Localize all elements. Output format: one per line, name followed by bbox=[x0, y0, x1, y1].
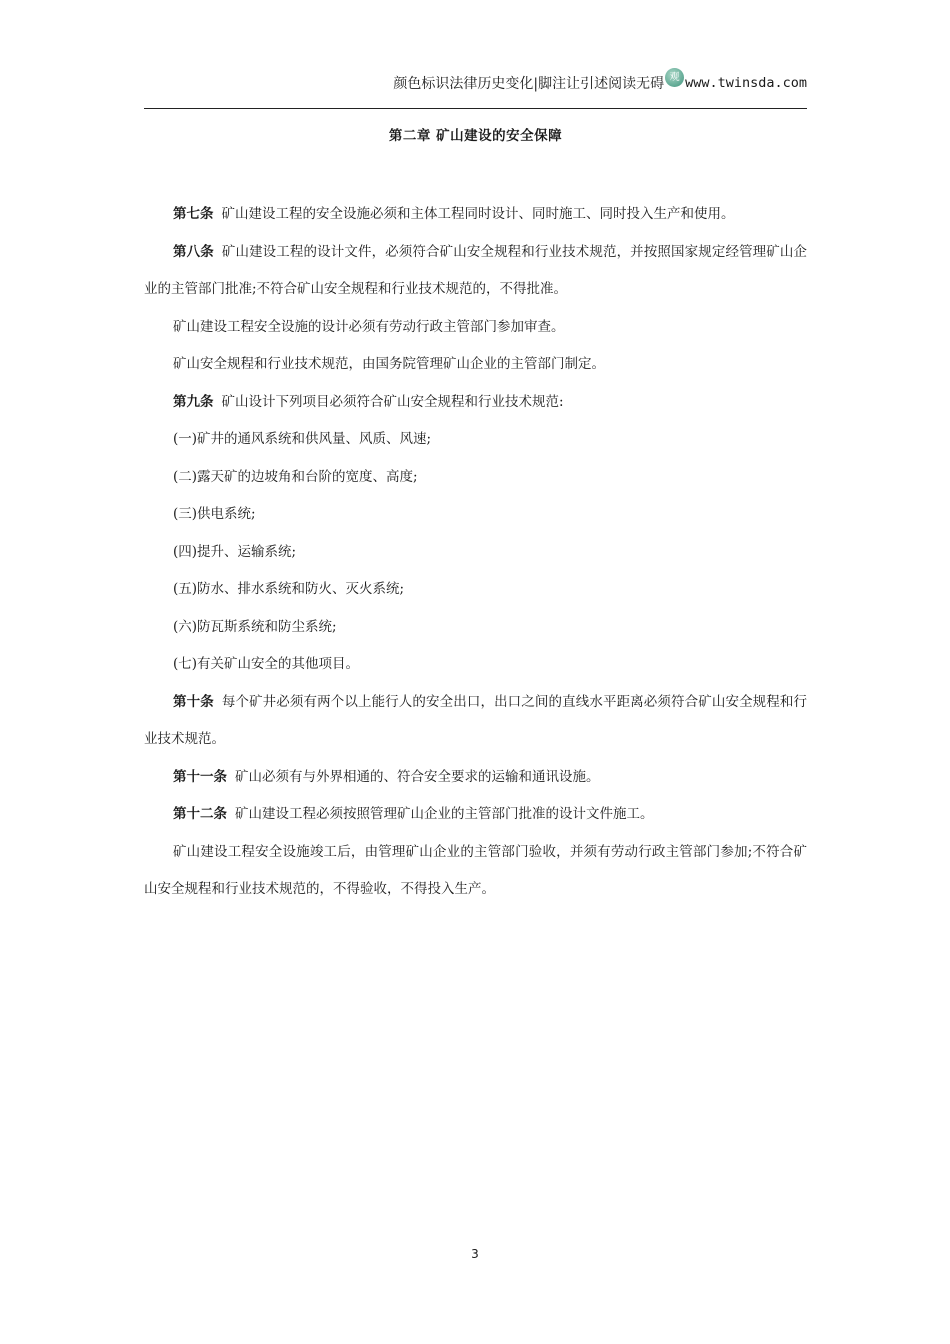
paragraph bbox=[144, 384, 807, 422]
paragraph-text: 矿山建设工程的设计文件，必须符合矿山安全规程和行业技术规范，并按照国家规定经管理矿山企业的主管部门批准;不符合矿山安全规程和行业技术规范的，不得批准。 bbox=[144, 243, 808, 297]
paragraph-text: (一)矿井的通风系统和供风量、风质、风速; bbox=[173, 431, 432, 447]
paragraph bbox=[144, 309, 807, 347]
paragraph-text: (四)提升、运输系统; bbox=[173, 543, 297, 560]
paragraph-text: 每个矿井必须有两个以上能行人的安全出口，出口之间的直线水平距离必须符合矿山安全规程和行业技术规范。 bbox=[144, 693, 808, 747]
article-number: 第十条 bbox=[173, 693, 214, 710]
paragraph-text: 矿山建设工程安全设施的设计必须有劳动行政主管部门参加审查。 bbox=[173, 318, 565, 335]
article-number: 第七条 bbox=[173, 206, 214, 222]
paragraph-text: 矿山设计下列项目必须符合矿山安全规程和行业技术规范: bbox=[221, 393, 564, 410]
paragraph-text: 矿山必须有与外界相通的、符合安全要求的运输和通讯设施。 bbox=[235, 768, 600, 785]
paragraph-text: 矿山建设工程安全设施竣工后，由管理矿山企业的主管部门验收，并须有劳动行政主管部门参加;不符合矿山安全规程和行业技术规范的，不得验收，不得投入生产。 bbox=[144, 843, 807, 897]
paragraph-text: 矿山建设工程必须按照管理矿山企业的主管部门批准的设计文件施工。 bbox=[235, 806, 654, 822]
document-body bbox=[144, 196, 807, 909]
paragraph bbox=[144, 834, 807, 909]
paragraph bbox=[144, 196, 807, 234]
paragraph-text: (六)防瓦斯系统和防尘系统; bbox=[173, 618, 337, 635]
paragraph bbox=[144, 346, 807, 384]
paragraph bbox=[144, 684, 807, 759]
paragraph bbox=[144, 459, 807, 497]
paragraph-text: 矿山安全规程和行业技术规范，由国务院管理矿山企业的主管部门制定。 bbox=[173, 356, 605, 372]
paragraph-text: (七)有关矿山安全的其他项目。 bbox=[173, 656, 360, 672]
paragraph bbox=[144, 496, 807, 534]
page-header bbox=[393, 70, 807, 96]
paragraph bbox=[144, 759, 807, 797]
paragraph-text: (二)露天矿的边坡角和台阶的宽度、高度; bbox=[173, 468, 418, 485]
header-text: 颜色标识法律历史变化|脚注让引述阅读无碍 bbox=[393, 76, 665, 92]
article-number: 第八条 bbox=[173, 243, 214, 260]
paragraph bbox=[144, 609, 807, 647]
chapter-title: 第二章 矿山建设的安全保障 bbox=[388, 128, 563, 144]
paragraph-text: (五)防水、排水系统和防火、灭火系统; bbox=[173, 581, 405, 597]
paragraph bbox=[144, 534, 807, 572]
header-url[interactable]: www.twinsda.com bbox=[685, 75, 807, 91]
site-logo-icon: 观 bbox=[665, 68, 684, 87]
article-number: 第十一条 bbox=[173, 768, 227, 785]
paragraph bbox=[144, 571, 807, 609]
paragraph bbox=[144, 421, 807, 459]
paragraph bbox=[144, 234, 807, 309]
paragraph-text: 矿山建设工程的安全设施必须和主体工程同时设计、同时施工、同时投入生产和使用。 bbox=[221, 206, 735, 222]
paragraph-text: (三)供电系统; bbox=[173, 506, 256, 522]
page-number: 3 bbox=[471, 1247, 479, 1261]
paragraph bbox=[144, 796, 807, 834]
article-number: 第九条 bbox=[173, 393, 214, 410]
header-divider bbox=[144, 108, 807, 109]
article-number: 第十二条 bbox=[173, 806, 227, 822]
paragraph bbox=[144, 646, 807, 684]
